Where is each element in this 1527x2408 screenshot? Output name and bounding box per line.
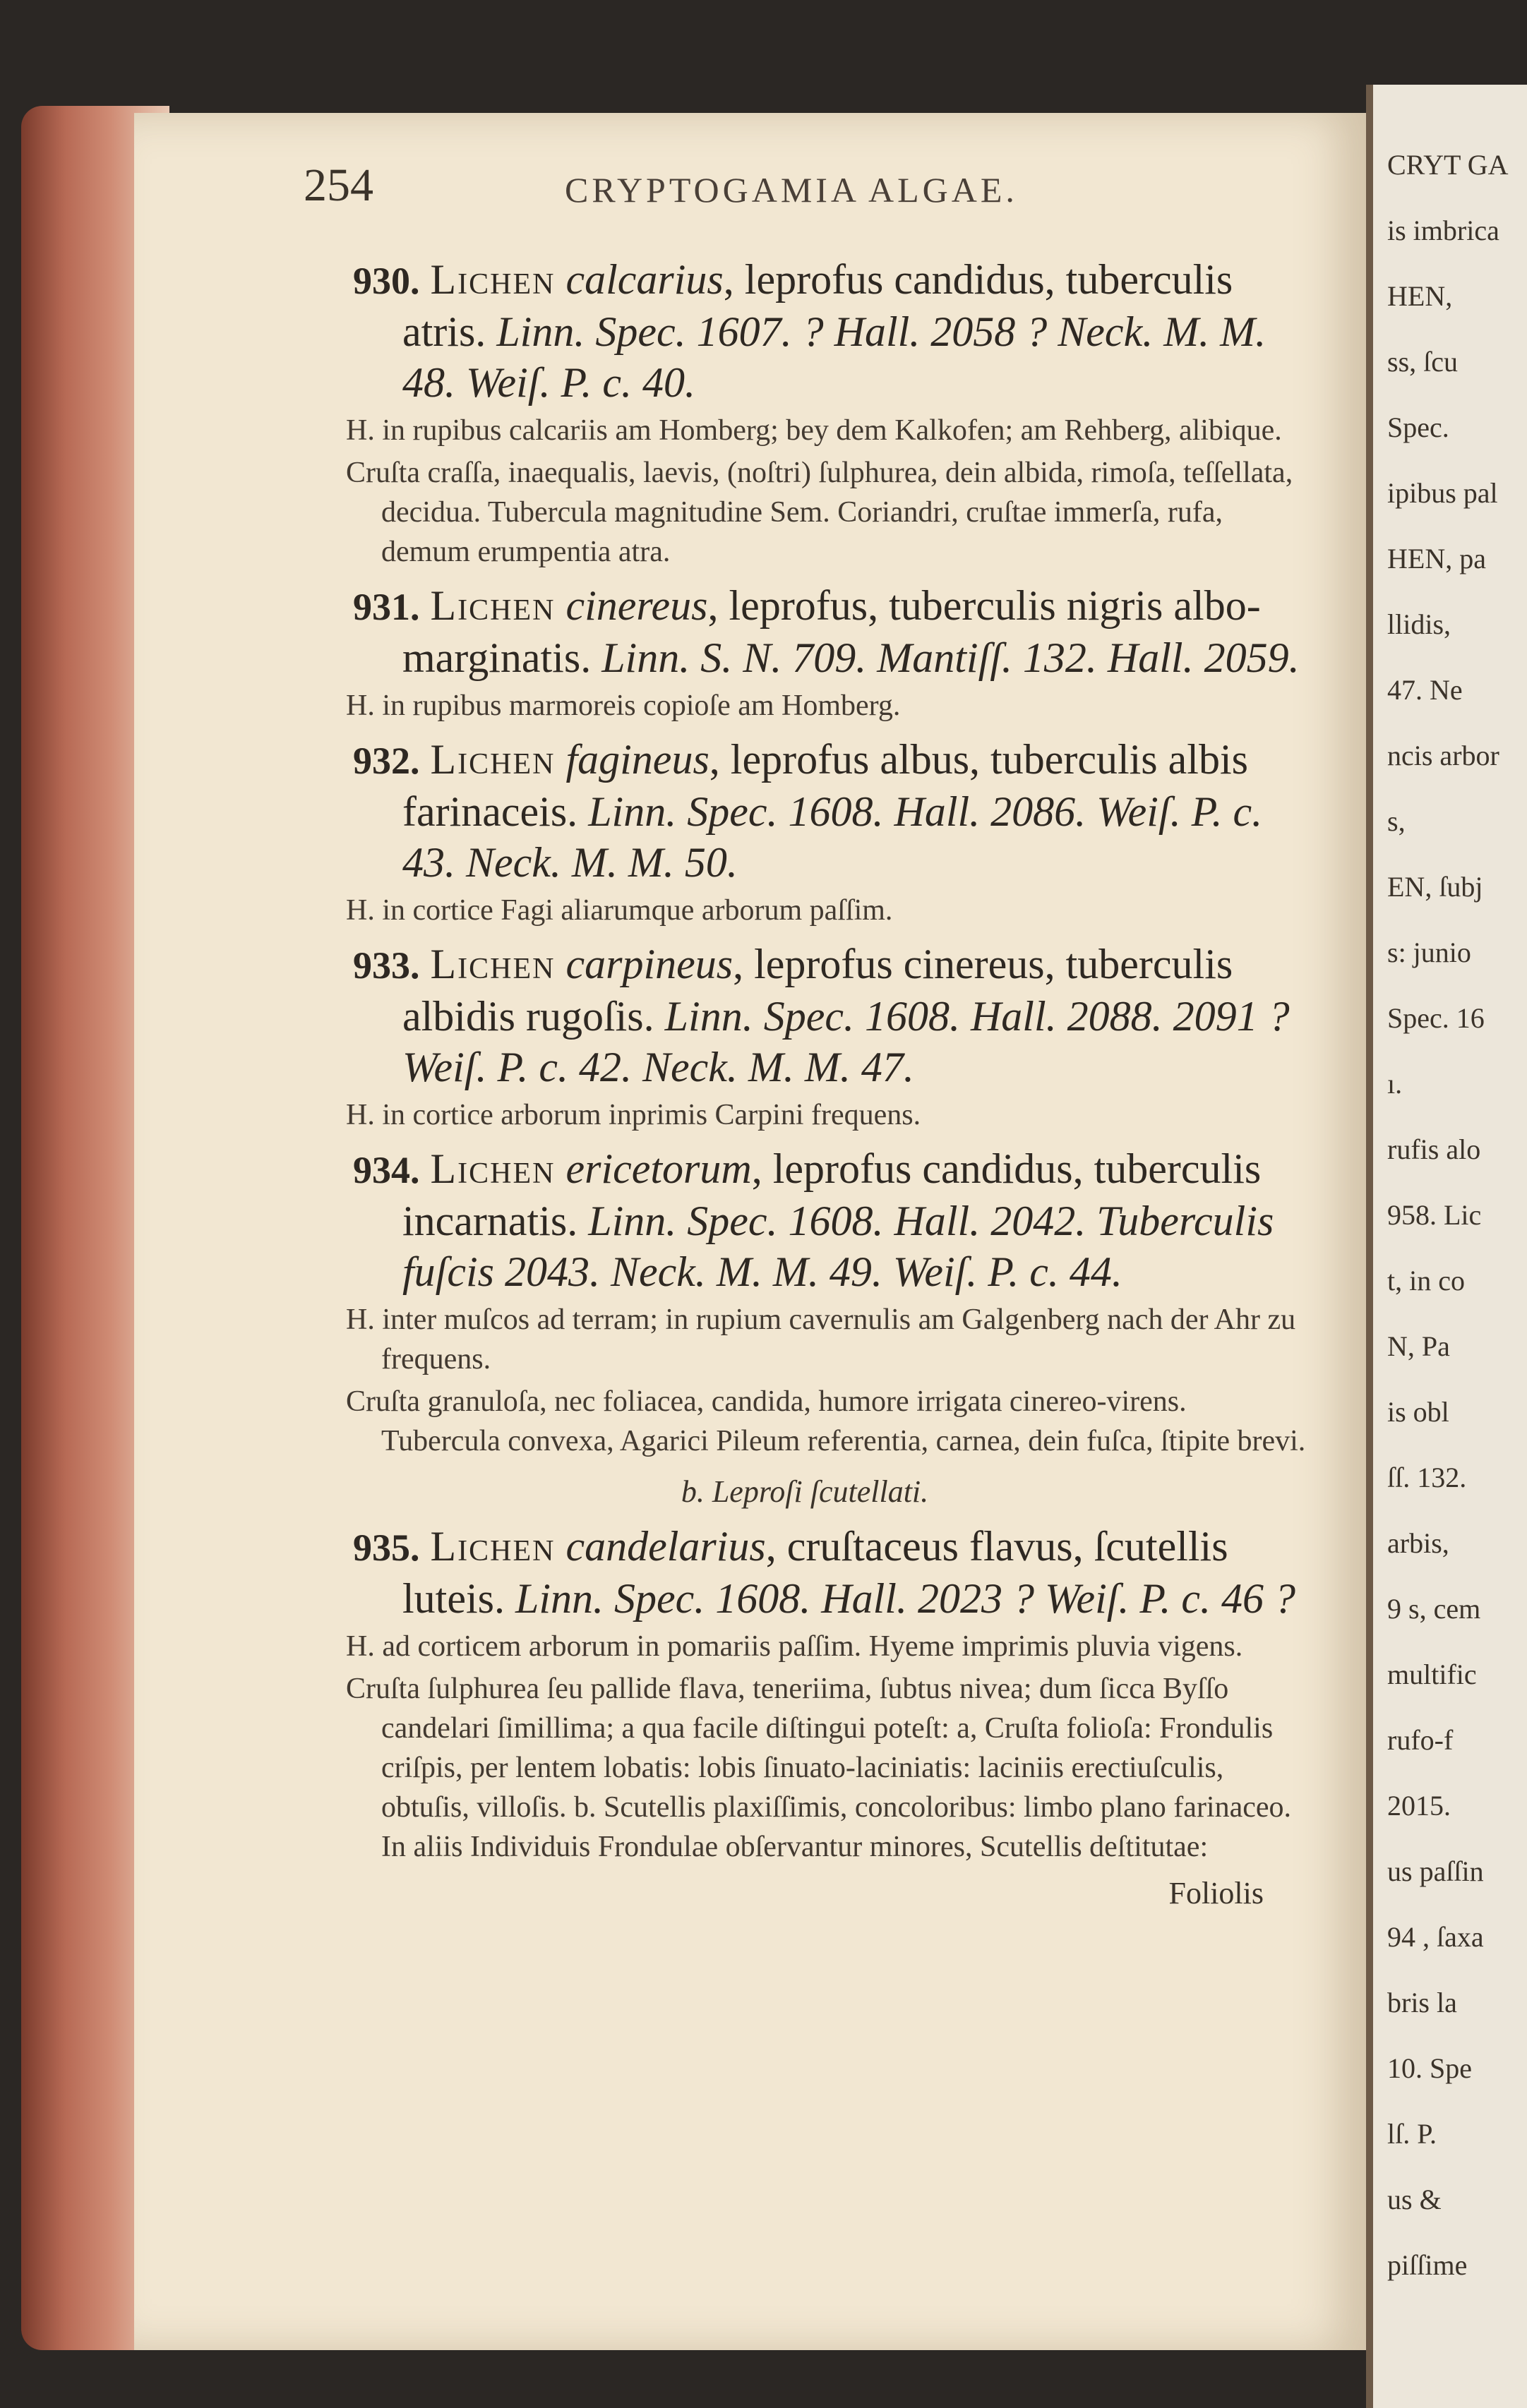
- entry-species: carpineus: [565, 941, 733, 987]
- entry-description: , leprofus albus, tuberculis albis farinaceis.: [402, 736, 1248, 835]
- entry-935: [304, 1521, 1306, 1867]
- facing-page-fragment: arbis,: [1387, 1527, 1449, 1559]
- facing-page-fragment: 958. Lic: [1387, 1199, 1482, 1231]
- entry-note: H. ad corticem arborum in pomariis paſſim. Hyeme imprimis pluvia vigens.: [346, 1630, 1243, 1663]
- facing-page-fragment: 94 , ſaxa: [1387, 1921, 1484, 1953]
- entry-references: Linn. S. N. 709. Mantiſſ. 132. Hall. 2059.: [601, 634, 1300, 681]
- entry-description: , leprofus candidus, tuberculis incarnatis.: [402, 1145, 1262, 1244]
- entry-note: H. in cortice arborum inprimis Carpini frequens.: [346, 1099, 921, 1131]
- facing-page-fragment: t, in co: [1387, 1265, 1465, 1296]
- facing-page-fragment: ncis arbor: [1387, 740, 1499, 771]
- entry-genus: Lichen: [430, 941, 556, 987]
- facing-page-fragment: HEN, pa: [1387, 543, 1486, 574]
- facing-page-fragment: ı.: [1387, 1068, 1403, 1100]
- entry-description: , cruſtaceus flavus, ſcutellis luteis.: [402, 1523, 1228, 1622]
- entry-genus: Lichen: [430, 582, 556, 629]
- facing-page-fragment: ſſ. 132.: [1387, 1462, 1467, 1493]
- section-heading: b. Leproſi ſcutellati.: [681, 1474, 929, 1509]
- facing-page-fragment: multific: [1387, 1658, 1477, 1690]
- entry-description: , leprofus candidus, tuberculis atris.: [402, 256, 1233, 355]
- entry-references: Linn. Spec. 1608. Hall. 2086. Weiſ. P. c. 43. Neck. M. M. 50.: [402, 788, 1263, 886]
- entry-references: Linn. Spec. 1607. ? Hall. 2058 ? Neck. M. M. 48. Weiſ. P. c. 40.: [402, 308, 1266, 406]
- facing-page-fragment: HEN,: [1387, 280, 1453, 312]
- entry-references: Linn. Spec. 1608. Hall. 2023 ? Weiſ. P. c. 46 ?: [515, 1575, 1295, 1622]
- entry-genus: Lichen: [430, 256, 556, 303]
- entry-number: 932.: [353, 740, 420, 782]
- facing-page-fragment: Spec. 16: [1387, 1002, 1485, 1034]
- entry-note: Cruſta granuloſa, nec foliacea, candida, humore irrigata cinereo-virens. Tubercula convexa, Agarici Pileum referentia, carnea, dein fuſca, ſtipite brevi.: [346, 1385, 1306, 1457]
- entry-931: [304, 580, 1306, 726]
- facing-page-fragment: is imbrica: [1387, 215, 1499, 246]
- entry-number: 934.: [353, 1149, 420, 1191]
- entry-species: cinereus: [565, 582, 708, 629]
- facing-page-fragment: 47. Ne: [1387, 674, 1463, 706]
- entry-species: candelarius: [565, 1523, 766, 1570]
- entry-934: [304, 1143, 1306, 1461]
- entry-note: H. inter muſcos ad terram; in rupium cavernulis am Galgenberg nach der Ahr zu frequens.: [346, 1304, 1296, 1375]
- entry-species: calcarius: [565, 256, 724, 303]
- facing-page-fragment: 2015.: [1387, 1790, 1451, 1822]
- facing-page-right: [1366, 85, 1527, 2408]
- facing-page-fragment: ss, ſcu: [1387, 346, 1458, 378]
- facing-page-fragment: llidis,: [1387, 608, 1451, 640]
- entry-number: 930.: [353, 260, 420, 302]
- running-title: CRYPTOGAMIA ALGAE.: [565, 170, 1018, 210]
- entry-species: fagineus: [565, 736, 709, 783]
- entry-genus: Lichen: [430, 1523, 556, 1570]
- page-gutter: [1366, 85, 1373, 2408]
- entry-932: [304, 734, 1306, 930]
- entry-note: H. in rupibus calcariis am Homberg; bey dem Kalkofen; am Rehberg, alibique.: [346, 414, 1282, 447]
- catchword: Foliolis: [1168, 1876, 1264, 1910]
- facing-page-fragment: lſ. P.: [1387, 2118, 1437, 2150]
- facing-page-fragment: 9 s, cem: [1387, 1593, 1481, 1625]
- facing-page-fragment: rufo-f: [1387, 1724, 1454, 1756]
- facing-page-fragment: s,: [1387, 805, 1406, 837]
- facing-page-fragment: bris la: [1387, 1987, 1457, 2018]
- entry-930: [304, 254, 1306, 572]
- page-body: [304, 254, 1306, 1911]
- facing-page-fragment: piſſime: [1387, 2249, 1468, 2281]
- facing-page-fragment: Spec.: [1387, 411, 1449, 443]
- facing-page-fragment: 10. Spe: [1387, 2052, 1472, 2084]
- facing-page-fragment: EN, ſubj: [1387, 871, 1483, 903]
- entry-description: , leprofus cinereus, tuberculis albidis rugoſis.: [402, 941, 1233, 1040]
- facing-page-fragment: ipibus pal: [1387, 477, 1498, 509]
- facing-page-fragment: rufis alo: [1387, 1133, 1481, 1165]
- entry-note: H. in cortice Fagi aliarumque arborum paſſim.: [346, 894, 893, 927]
- facing-page-fragment: us paſſin: [1387, 1855, 1484, 1887]
- page-number: 254: [304, 159, 373, 211]
- entry-number: 935.: [353, 1527, 420, 1569]
- entry-genus: Lichen: [430, 736, 556, 783]
- entry-genus: Lichen: [430, 1145, 556, 1192]
- entry-references: Linn. Spec. 1608. Hall. 2088. 2091 ? Weiſ. P. c. 42. Neck. M. M. 47.: [402, 993, 1290, 1090]
- entry-references: Linn. Spec. 1608. Hall. 2042. Tuberculis fuſcis 2043. Neck. M. M. 49. Weiſ. P. c. 44.: [402, 1198, 1274, 1295]
- entry-933: [304, 939, 1306, 1135]
- facing-page-fragment: is obl: [1387, 1396, 1449, 1428]
- entry-species: ericetorum: [565, 1145, 752, 1192]
- facing-page-fragment: CRYT GA: [1387, 149, 1509, 181]
- entry-number: 933.: [353, 944, 420, 987]
- entry-note: H. in rupibus marmoreis copioſe am Homberg.: [346, 690, 901, 722]
- facing-page-fragment: us &: [1387, 2184, 1442, 2215]
- entry-description: , leprofus, tuberculis nigris albo-marginatis.: [402, 582, 1261, 681]
- facing-page-fragment: s: junio: [1387, 937, 1471, 968]
- entry-note: Cruſta ſulphurea ſeu pallide flava, teneriima, ſubtus nivea; dum ſicca Byſſo candelari ſimillima; a qua facile diſtingui poteſt: a, Cruſta folioſa: Frondulis criſpis, per lentem lobatis: lobis ſinuato-laciniatis: laciniis erectiuſculis, obtuſis, villoſis. b. Scutellis plaxiſſimis, concoloribus: limbo plano farinaceo. In aliis Individuis Frondulae obſervantur minores, Scutellis deſtitutae:: [346, 1673, 1292, 1863]
- facing-page-fragment: N, Pa: [1387, 1330, 1450, 1362]
- entry-number: 931.: [353, 586, 420, 628]
- entry-note: Cruſta craſſa, inaequalis, laevis, (noſtri) ſulphurea, dein albida, rimoſa, teſſellata, decidua. Tubercula magnitudine Sem. Coriandri, cruſtae immerſa, rufa, demum erumpentia atra.: [346, 457, 1293, 568]
